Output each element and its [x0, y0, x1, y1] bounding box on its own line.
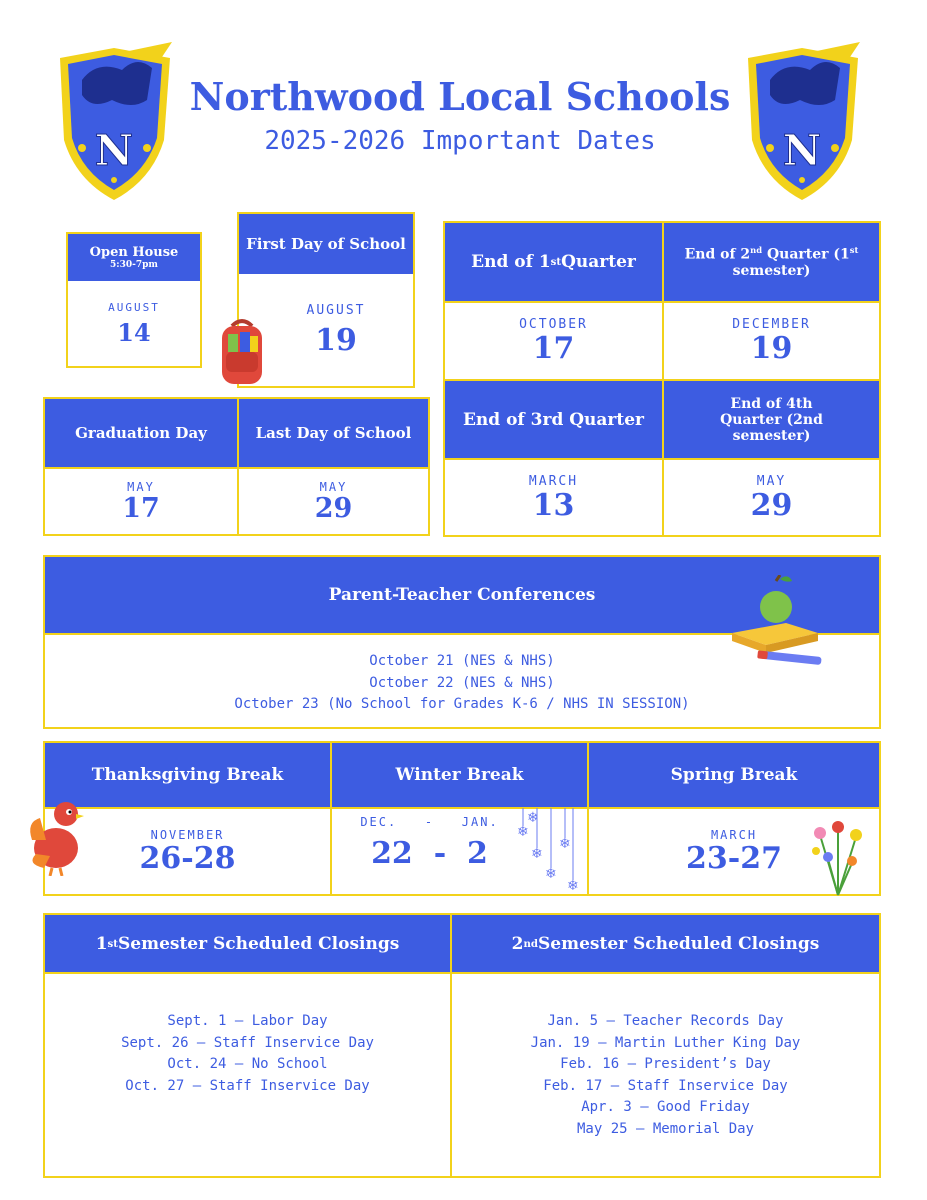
q4-month: MAY — [756, 473, 787, 489]
conference-line: October 21 (NES & NHS) — [369, 653, 555, 669]
spring-day: 23-27 — [686, 841, 782, 876]
open-house-header — [68, 234, 200, 281]
q4-header: End of 4th Quarter (2nd semester) — [664, 381, 879, 458]
closing-item: Oct. 24 – No School — [167, 1056, 328, 1072]
open-house-time: 5:30-7pm — [110, 260, 158, 270]
backpack-icon — [216, 316, 268, 388]
q1-header: End of 1 st Quarter — [445, 223, 662, 301]
q1-day: 17 — [532, 331, 575, 366]
closing-item: Oct. 27 – Staff Inservice Day — [125, 1077, 370, 1094]
svg-text:❄: ❄ — [567, 878, 579, 893]
graduation-header: Graduation Day — [45, 399, 237, 467]
svg-text:N: N — [94, 126, 134, 175]
page-subtitle: 2025-2026 Important Dates — [264, 126, 656, 156]
winter-day: 22 - 2 — [371, 836, 488, 871]
winter-header: Winter Break — [332, 743, 587, 807]
open-house-day: 14 — [117, 317, 151, 347]
open-house-month: AUGUST — [108, 300, 160, 314]
graduation-day: 17 — [122, 492, 160, 524]
first-day-header: First Day of School — [239, 214, 413, 274]
svg-text:❄: ❄ — [559, 836, 571, 852]
spring-month: MARCH — [710, 828, 758, 842]
sem2-header: 2 nd Semester Scheduled Closings — [452, 915, 879, 972]
svg-text:❄: ❄ — [531, 846, 543, 862]
first-day-day: 19 — [315, 323, 357, 358]
school-crest-right-icon — [740, 40, 865, 205]
closing-item: Feb. 17 – Staff Inservice Day — [543, 1077, 788, 1094]
winter-month: DEC. - JAN. — [360, 815, 499, 829]
last-day-day: 29 — [314, 492, 353, 524]
closing-item: Feb. 16 – President’s Day — [560, 1056, 771, 1072]
school-crest-left-icon — [52, 40, 177, 205]
open-house-label: Open House — [89, 245, 179, 260]
conference-line: October 22 (NES & NHS) — [369, 674, 555, 691]
closing-item: Sept. 26 – Staff Inservice Day — [121, 1034, 374, 1051]
closings-card — [43, 913, 881, 1178]
snowflakes-icon — [515, 808, 580, 893]
q2-month: DECEMBER — [732, 317, 811, 332]
thanksgiving-day: 26-28 — [139, 841, 236, 876]
conferences-header: Parent-Teacher Conferences — [45, 557, 879, 633]
quarters-card — [443, 221, 881, 537]
q3-month: MARCH — [528, 473, 579, 489]
graduation-last-day-card — [43, 397, 430, 536]
q1-month: OCTOBER — [519, 317, 588, 332]
thanksgiving-header: Thanksgiving Break — [45, 743, 330, 807]
q3-header: End of 3rd Quarter — [445, 381, 662, 458]
open-house-card — [66, 232, 202, 368]
last-day-month: MAY — [319, 479, 348, 494]
closing-item: Apr. 3 – Good Friday — [581, 1099, 750, 1115]
sem2-list — [452, 1011, 879, 1140]
apple-books-icon — [726, 575, 826, 667]
breaks-card — [43, 741, 881, 896]
spring-header: Spring Break — [589, 743, 879, 807]
sem1-list — [45, 1011, 450, 1097]
thanksgiving-month: NOVEMBER — [150, 828, 225, 842]
turkey-icon — [26, 792, 86, 876]
sem1-header: 1 st Semester Scheduled Closings — [45, 915, 450, 972]
svg-text:❄: ❄ — [517, 824, 529, 840]
q4-day: 29 — [750, 487, 793, 523]
flowers-icon — [808, 815, 868, 897]
q2-header: End of 2nd Quarter (1st semester) — [664, 223, 879, 301]
conference-line: October 23 (No School for Grades K-6 / NHS IN SESSION) — [234, 696, 690, 712]
graduation-month: MAY — [127, 479, 155, 494]
svg-text:❄: ❄ — [527, 810, 539, 826]
closing-item: Jan. 5 – Teacher Records Day — [547, 1013, 784, 1029]
closing-item: Jan. 19 – Martin Luther King Day — [530, 1034, 801, 1051]
last-day-header: Last Day of School — [239, 399, 428, 467]
svg-text:N: N — [782, 126, 822, 175]
svg-text:❄: ❄ — [545, 866, 557, 882]
q2-day: 19 — [750, 331, 793, 366]
closing-item: Sept. 1 – Labor Day — [167, 1013, 328, 1029]
closing-item: May 25 – Memorial Day — [576, 1120, 754, 1137]
first-day-month: AUGUST — [306, 303, 366, 318]
page-title: Northwood Local Schools — [189, 74, 731, 119]
q3-day: 13 — [532, 487, 575, 523]
